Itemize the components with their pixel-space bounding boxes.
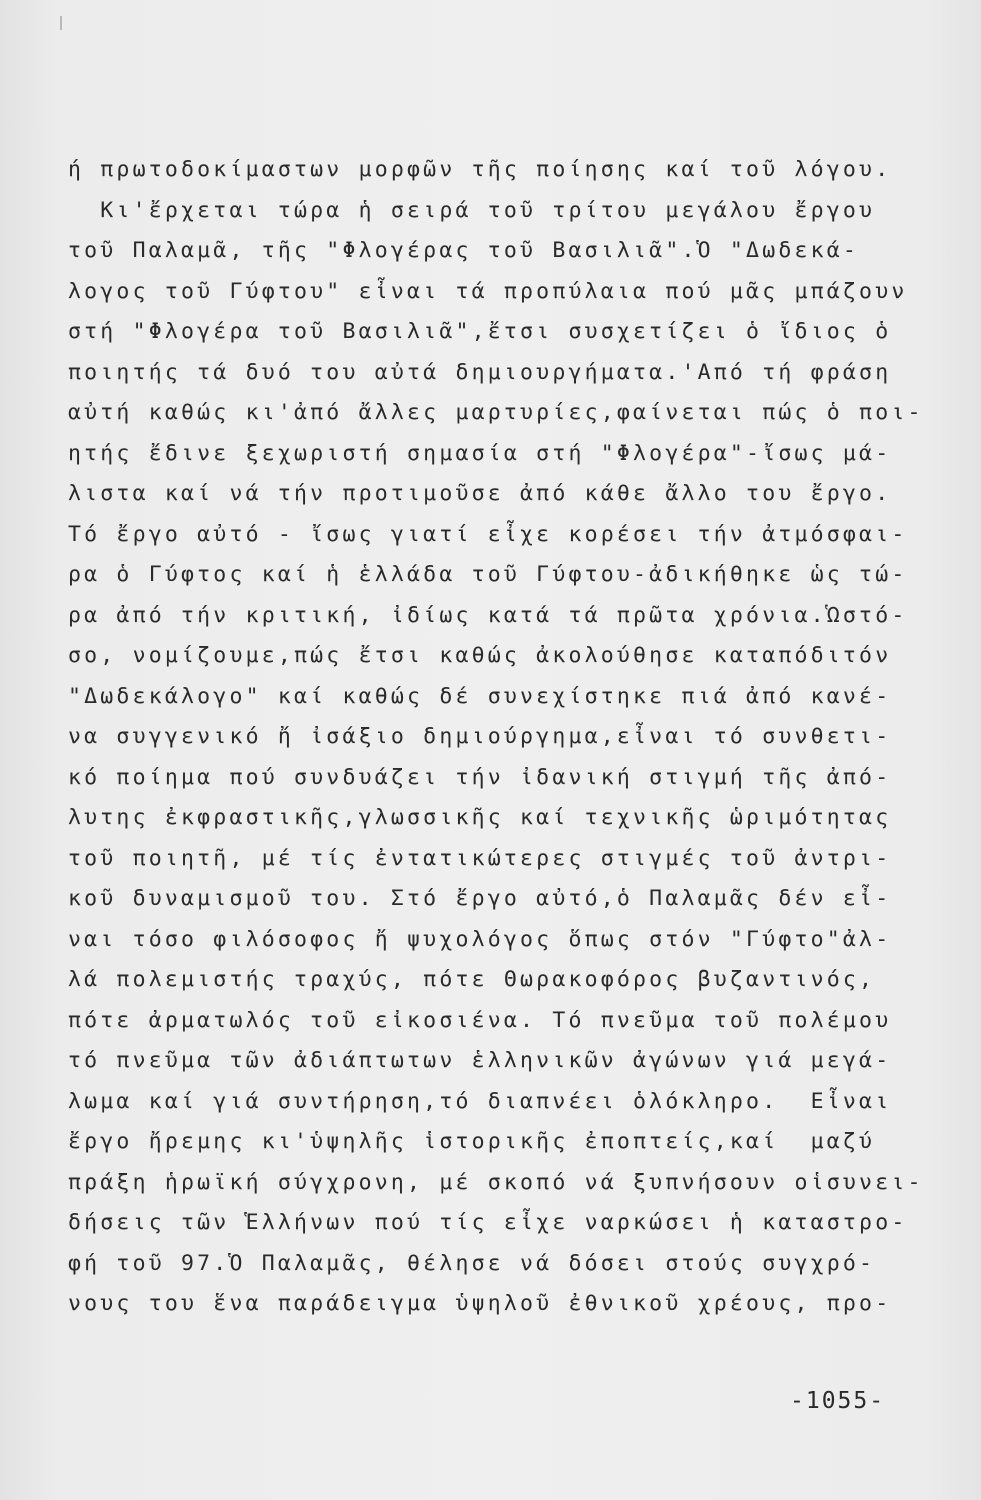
text-line: στή "Φλογέρα τοῦ Βασιλιᾶ",ἔτσι συσχετίζει ὁ ἴδιος ὁ bbox=[68, 319, 892, 344]
text-line: ητής ἔδινε ξεχωριστή σημασία στή "Φλογέρα"-ἴσως μά- bbox=[68, 440, 892, 466]
text-line: λά πολεμιστής τραχύς, πότε Θωρακοφόρος βυζαντινός, bbox=[68, 967, 876, 992]
text-line: αὐτή καθώς κι'ἀπό ἄλλες μαρτυρίες,φαίνεται πώς ὁ ποι- bbox=[68, 400, 924, 425]
text-line: "Δωδεκάλογο" καί καθώς δέ συνεχίστηκε πιά ἀπό κανέ- bbox=[68, 683, 892, 709]
text-line: τοῦ Παλαμᾶ, τῆς "Φλογέρας τοῦ Βασιλιᾶ".Ὁ "Δωδεκά- bbox=[68, 238, 860, 263]
text-line: λωμα καί γιά συντήρηση,τό διαπνέει ὁλόκληρο. Εἶναι bbox=[68, 1088, 892, 1114]
page-number: -1055- bbox=[790, 1388, 886, 1414]
text-line: τοῦ ποιητῆ, μέ τίς ἐντατικώτερες στιγμές τοῦ ἀντρι- bbox=[68, 845, 892, 871]
text-line: ναι τόσο φιλόσοφος ἤ ψυχολόγος ὅπως στόν "Γύφτο"ἀλ- bbox=[68, 926, 892, 952]
text-line: να συγγενικό ἤ ἰσάξιο δημιούργημα,εἶναι τό συνθετι- bbox=[68, 724, 892, 749]
text-line: λογος τοῦ Γύφτου" εἶναι τά προπύλαια πού μᾶς μπάζουν bbox=[68, 278, 908, 304]
text-line: λιστα καί νά τήν προτιμοῦσε ἀπό κάθε ἄλλο του ἔργο. bbox=[68, 481, 892, 506]
text-line: πότε ἀρματωλός τοῦ εἰκοσιένα. Τό πνεῦμα τοῦ πολέμου bbox=[68, 1007, 892, 1033]
body-text bbox=[68, 150, 948, 1325]
text-line: σο, νομίζουμε,πώς ἔτσι καθώς ἀκολούθησε καταπόδιτόν bbox=[68, 643, 892, 668]
text-line: ρα ὁ Γύφτος καί ἡ ἑλλάδα τοῦ Γύφτου-ἀδικήθηκε ὡς τώ- bbox=[68, 562, 908, 587]
text-line: δήσεις τῶν Ἑλλήνων πού τίς εἶχε ναρκώσει ἡ καταστρο- bbox=[68, 1210, 908, 1235]
text-line: πράξη ἡρωϊκή σύγχρονη, μέ σκοπό νά ξυπνήσουν οἱσυνει- bbox=[68, 1169, 924, 1195]
text-line: φή τοῦ 97.Ὁ Παλαμᾶς, θέλησε νά δόσει στούς συγχρό- bbox=[68, 1250, 876, 1276]
text-line: τό πνεῦμα τῶν ἀδιάπτωτων ἑλληνικῶν ἀγώνων γιά μεγά- bbox=[68, 1048, 892, 1073]
text-line: Κι'ἔρχεται τώρα ἡ σειρά τοῦ τρίτου μεγάλου ἔργου bbox=[68, 197, 876, 223]
text-line: κό ποίημα πού συνδυάζει τήν ἰδανική στιγμή τῆς ἀπό- bbox=[68, 764, 892, 790]
text-line: κοῦ δυναμισμοῦ του. Στό ἔργο αὐτό,ὁ Παλαμᾶς δέν εἶ- bbox=[68, 886, 892, 911]
text-line: λυτης ἐκφραστικῆς,γλωσσικῆς καί τεχνικῆς ὡριμότητας bbox=[68, 805, 892, 830]
text-line: ἔργο ἤρεμης κι'ὑψηλῆς ἱστορικῆς ἐποπτείς,καί μαζύ bbox=[68, 1129, 876, 1154]
text-line: ή πρωτοδοκίμαστων μορφῶν τῆς ποίησης καί τοῦ λόγου. bbox=[68, 157, 892, 182]
text-line: Τό ἔργο αὐτό - ἴσως γιατί εἶχε κορέσει τήν ἀτμόσφαι- bbox=[68, 521, 908, 547]
margin-mark bbox=[60, 16, 62, 30]
text-line: νους του ἕνα παράδειγμα ὑψηλοῦ ἐθνικοῦ χρέους, προ- bbox=[68, 1291, 892, 1316]
text-line: ρα ἀπό τήν κριτική, ἰδίως κατά τά πρῶτα χρόνια.Ὡστό- bbox=[68, 602, 908, 628]
text-line: ποιητής τά δυό του αὐτά δημιουργήματα.'Από τή φράση bbox=[68, 359, 892, 385]
